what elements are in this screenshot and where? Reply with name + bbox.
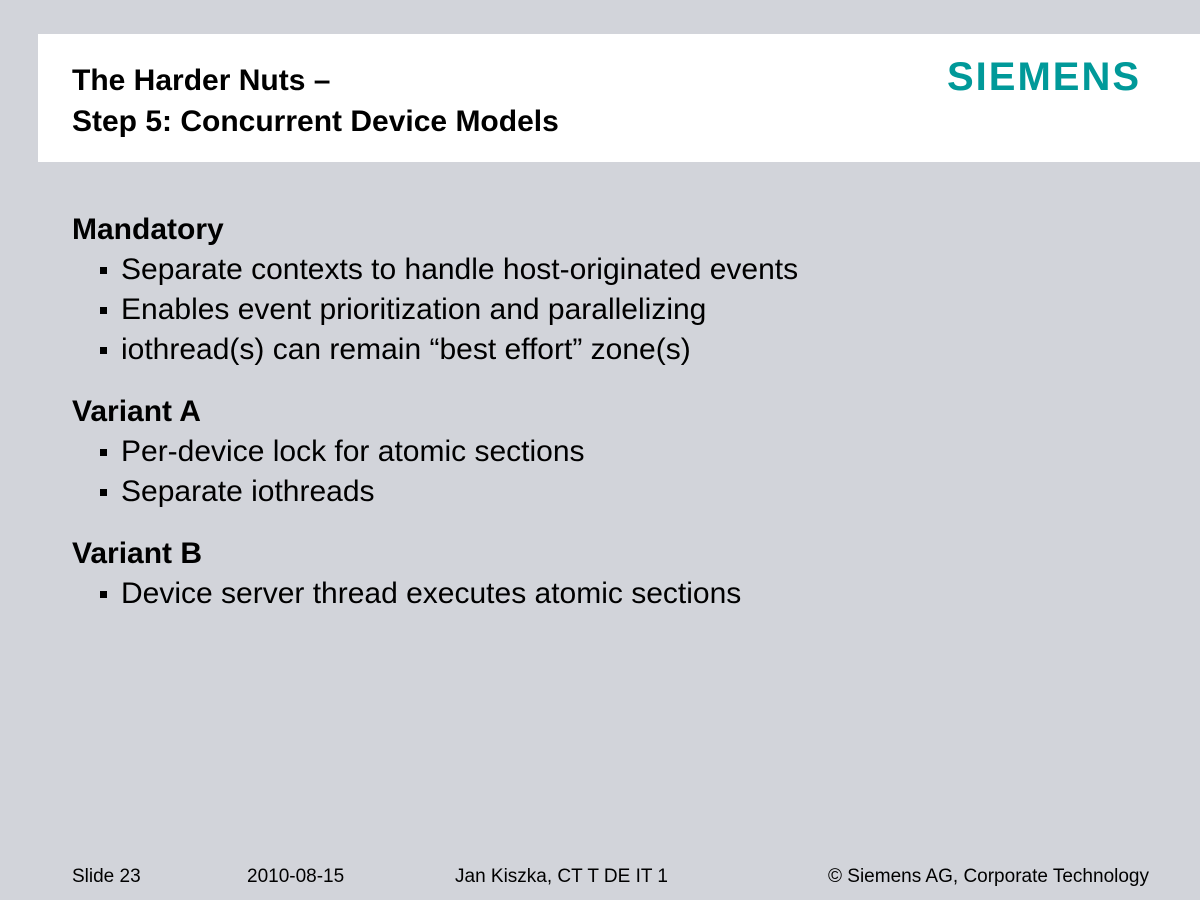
section-heading-variant-a: Variant A (72, 395, 201, 428)
square-bullet-icon (100, 591, 107, 598)
bullet-list-mandatory (72, 250, 1072, 370)
bullet-text: Enables event prioritization and parallelizing (121, 293, 707, 326)
bullet-item (72, 290, 1072, 330)
bullet-item (72, 330, 1072, 370)
bullet-text: Separate contexts to handle host-originated events (121, 253, 799, 286)
square-bullet-icon (100, 489, 107, 496)
bullet-item (72, 250, 1072, 290)
slide-title-line-2: Step 5: Concurrent Device Models (72, 105, 559, 138)
square-bullet-icon (100, 307, 107, 314)
bullet-item (72, 472, 1072, 512)
siemens-logo: SIEMENS (947, 55, 1142, 99)
footer-copyright: © Siemens AG, Corporate Technology (828, 866, 1149, 887)
title-header (38, 34, 1200, 162)
bullet-text: Device server thread executes atomic sections (121, 577, 742, 610)
bullet-list-variant-a (72, 432, 1072, 512)
section-heading-variant-b: Variant B (72, 537, 203, 570)
bullet-text: Separate iothreads (121, 475, 375, 508)
bullet-text: iothread(s) can remain “best effort” zone(s) (121, 333, 691, 366)
footer-date: 2010-08-15 (247, 866, 345, 887)
bullet-list-variant-b (72, 574, 1072, 614)
square-bullet-icon (100, 449, 107, 456)
square-bullet-icon (100, 267, 107, 274)
bullet-item (72, 432, 1072, 472)
bullet-text: Per-device lock for atomic sections (121, 435, 585, 468)
footer-author: Jan Kiszka, CT T DE IT 1 (455, 866, 668, 887)
footer-slide-number: Slide 23 (72, 866, 141, 887)
slide-body (72, 210, 1072, 636)
slide-title-line-1: The Harder Nuts – (72, 64, 331, 97)
square-bullet-icon (100, 347, 107, 354)
section-heading-mandatory: Mandatory (72, 213, 224, 246)
bullet-item (72, 574, 1072, 614)
